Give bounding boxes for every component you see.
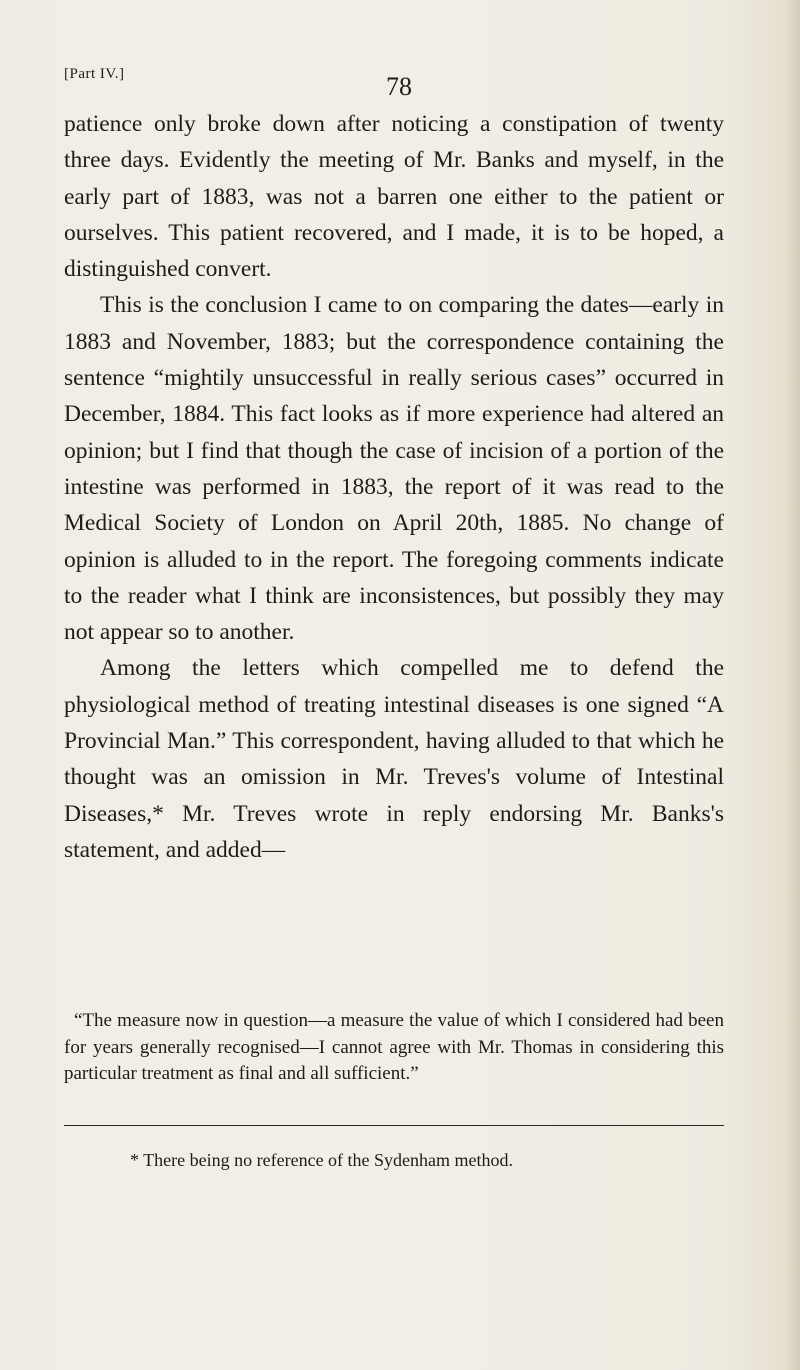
page-header	[64, 66, 724, 106]
paragraph-2: This is the conclusion I came to on comparing the dates—early in 1883 and November, 1883; but the correspondence containing the sentence “mightily unsuccessful in really serious cases” occurred in December, 1884. This fact looks as if more experience had altered an opinion; but I find that though the case of incision of a portion of the intestine was performed in 1883, the report of it was read to the Medical Society of London on April 20th, 1885. No change of opinion is alluded to in the report. The foregoing comments indicate to the reader what I think are inconsistences, but possibly they may not appear so to another.	[64, 292, 724, 646]
page-edge-shadow	[786, 0, 800, 1370]
running-head: [Part IV.]	[64, 66, 125, 82]
paragraph-3: Among the letters which compelled me to defend the physiological method of treating intestinal diseases is one signed “A Provincial Man.” This correspondent, having alluded to that which he thought was an omission in Mr. Treves's volume of Intestinal Diseases,* Mr. Treves wrote in reply endorsing Mr. Banks's statement, and added—	[64, 655, 724, 863]
block-quote: “The measure now in question—a measure the value of which I considered had been for years generally recognised—I cannot agree with Mr. Thomas in considering this particular treatment as final and all sufficient.”	[64, 1010, 724, 1084]
body-text	[64, 106, 724, 868]
page-number: 78	[386, 72, 412, 101]
footnote: * There being no reference of the Sydenham method.	[130, 1150, 514, 1170]
footnote-divider	[64, 1125, 724, 1126]
paragraph-1: patience only broke down after noticing a constipation of twenty three days. Evidently the meeting of Mr. Banks and myself, in the early part of 1883, was not a barren one either to the patient or ourselves. This patient recovered, and I made, it is to be hoped, a distinguished convert.	[64, 111, 724, 283]
